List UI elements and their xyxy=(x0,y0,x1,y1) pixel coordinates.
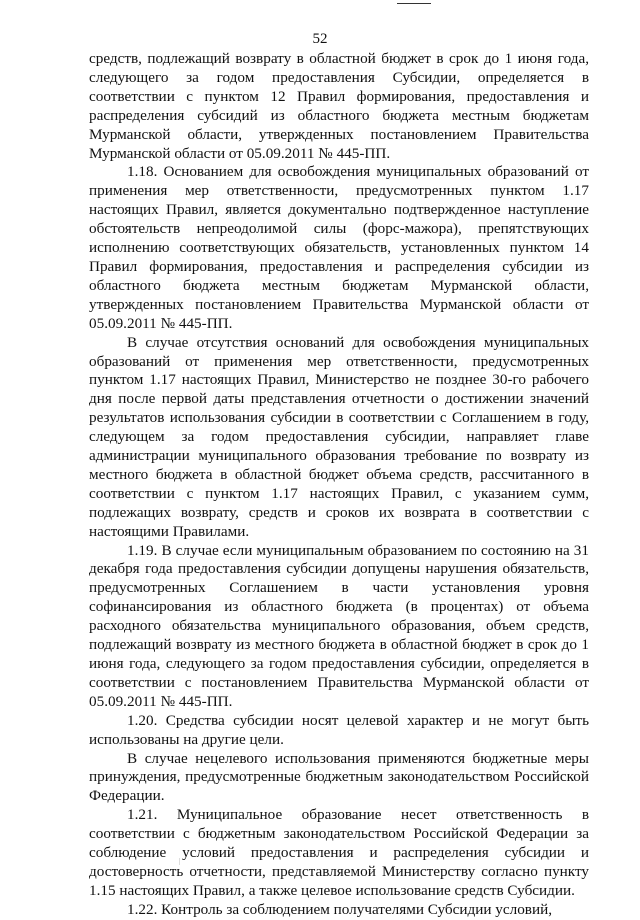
header-rule xyxy=(397,3,431,4)
paragraph-1-18: 1.18. Основанием для освобождения муниципальных образований от применения мер ответственности, предусмотренных пунктом 1.17 настоящих Правил, является документально подтвержденное наступление обстоятельств непреодолимой силы (форс-мажора), препятствующих исполнению соответствующих обязательств, установленных пунктом 14 Правил формирования, предоставления и распределения субсидии из областного бюджета местным бюджетам Мурманской области, утвержденных постановлением Правительства Мурманской области от 05.09.2011 № 445-ПП. xyxy=(89,163,589,332)
paragraph-continuation: средств, подлежащий возврату в областной бюджет в срок до 1 июня года, следующего за годом предоставления Субсидии, определяется в соответствии с пунктом 12 Правил формирования, предоставления и распределения субсидий из областного бюджета местным бюджетам Мурманской области, утвержденных постановлением Правительства Мурманской области от 05.09.2011 № 445-ПП. xyxy=(89,50,589,162)
document-body xyxy=(89,50,589,920)
paragraph-1-21: 1.21. Муниципальное образование несет ответственность в соответствии с бюджетным законодательством Российской Федерации за соблюдение условий предоставления и распределения субсидии и достоверность отчетности, представляемой Министерству согласно пункту 1.15 настоящих Правил, а также целевое использование средств Субсидии. xyxy=(89,806,589,899)
paragraph-1-19: 1.19. В случае если муниципальным образованием по состоянию на 31 декабря года предоставления субсидии допущены нарушения обязательств, предусмотренных Соглашением в части установления уровня софинансирования из областного бюджета (в процентах) от объема расходного обязательства муниципального образования, объем средств, подлежащий возврату из местного бюджета в областной бюджет в срок до 1 июня года, следующего за годом предоставления субсидии, определяется в соответствии с постановлением Правительства Мурманской области от 05.09.2011 № 445-ПП. xyxy=(89,541,589,710)
paragraph-1-20-continued: В случае нецелевого использования применяются бюджетные меры принуждения, предусмотренные бюджетным законодательством Российской Федерации. xyxy=(89,749,589,805)
paragraph-1-20: 1.20. Средства субсидии носят целевой характер и не могут быть использованы на другие цели. xyxy=(89,711,589,748)
scan-mark xyxy=(179,858,180,865)
paragraph-1-18-continued: В случае отсутствия оснований для освобождения муниципальных образований от применения мер ответственности, предусмотренных пунктом 1.17 настоящих Правил, Министерство не позднее 30-го рабочего дня после первой даты представления отчетности о достижении значений результатов использования субсидии в соответствии с Соглашением в году, следующем за годом предоставления субсидии, направляет главе администрации муниципального образования требование по возврату из местного бюджета в областной бюджет объема средств, рассчитанного в соответствии с пунктом 1.17 настоящих Правил, с указанием сумм, подлежащих возврату, средств и сроков их возврата в соответствии с настоящими Правилами. xyxy=(89,333,589,540)
paragraph-1-22: 1.22. Контроль за соблюдением получателями Субсидии условий, xyxy=(127,900,553,918)
page-number: 52 xyxy=(312,31,328,47)
